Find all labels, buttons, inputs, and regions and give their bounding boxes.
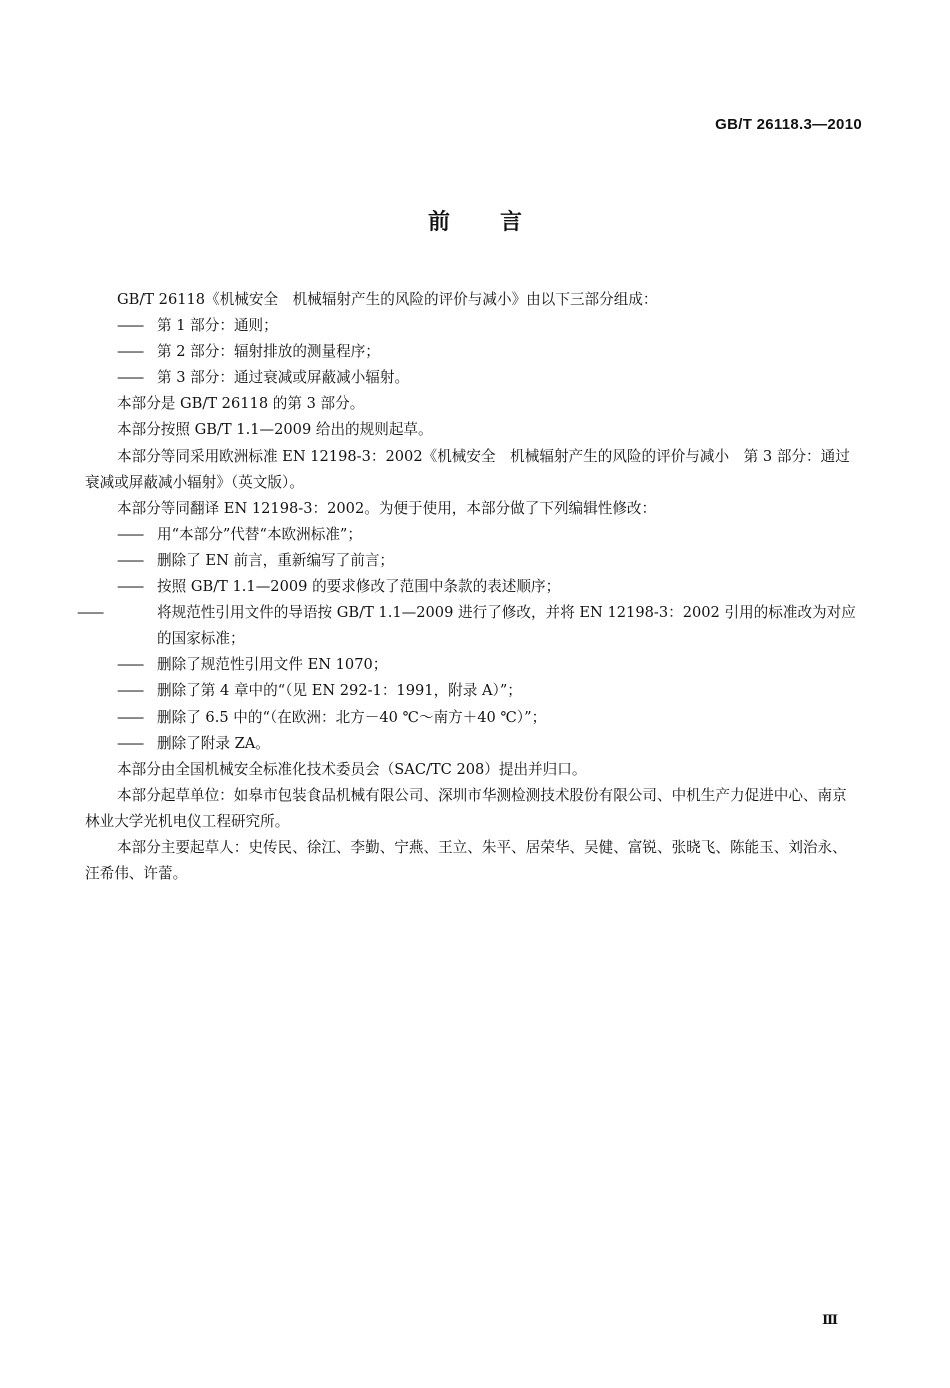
standard-number: GB/T 26118.3—2010 [715, 116, 862, 133]
title-char-2: 言 [500, 210, 523, 235]
list-item [85, 548, 861, 574]
list-dash: —— [117, 551, 143, 569]
list-dash: —— [117, 578, 143, 596]
list-dash: —— [117, 369, 143, 387]
list-item [85, 313, 861, 339]
list-item [85, 678, 861, 704]
list-item-text: 用“本部分”代替“本欧洲标准”； [157, 525, 362, 543]
paragraph: 本部分等同采用欧洲标准 EN 12198-3：2002《机械安全 机械辐射产生的风险的评价与减小 第 3 部分：通过衰减或屏蔽减小辐射》（英文版）。 [85, 447, 850, 491]
list-item [85, 574, 861, 600]
list-item-text: 删除了 6.5 中的“（在欧洲：北方－40 ℃～南方＋40 ℃）”； [157, 708, 547, 726]
list-item-text: 删除了第 4 章中的“（见 EN 292-1：1991，附录 A）”； [157, 682, 522, 700]
list-item [85, 365, 861, 391]
list-dash: —— [117, 656, 143, 674]
paragraph: 本部分按照 GB/T 1.1—2009 给出的规则起草。 [117, 421, 433, 439]
list-dash: —— [77, 604, 103, 622]
paragraph: 本部分由全国机械安全标准化技术委员会（SAC/TC 208）提出并归口。 [117, 760, 587, 778]
paragraph: 本部分等同翻译 EN 12198-3：2002。为便于使用，本部分做了下列编辑性修改： [117, 499, 657, 517]
paragraph: 本部分起草单位：如皋市包装食品机械有限公司、深圳市华测检测技术股份有限公司、中机生产力促进中心、南京林业大学光机电仪工程研究所。 [85, 786, 847, 830]
list-item-text: 将规范性引用文件的导语按 GB/T 1.1—2009 进行了修改，并将 EN 12198-3：2002 引用的标准改为对应的国家标准； [157, 604, 856, 648]
list-item-text: 第 1 部分：通则； [157, 317, 278, 335]
list-item [77, 600, 861, 652]
list-item [85, 705, 861, 731]
list-item [85, 522, 861, 548]
paragraph: GB/T 26118《机械安全 机械辐射产生的风险的评价与减小》由以下三部分组成： [117, 291, 658, 308]
list-item [85, 731, 861, 757]
list-dash: —— [117, 525, 143, 543]
list-item-text: 按照 GB/T 1.1—2009 的要求修改了范围中条款的表述顺序； [157, 578, 561, 596]
list-dash: —— [117, 343, 143, 361]
list-dash: —— [117, 734, 143, 752]
list-item [85, 652, 861, 678]
list-item-text: 第 2 部分：辐射排放的测量程序； [157, 343, 380, 361]
page-number: Ⅲ [822, 1313, 838, 1328]
paragraph: 本部分是 GB/T 26118 的第 3 部分。 [117, 395, 365, 413]
page-title [0, 205, 950, 236]
list-item-text: 删除了附录 ZA。 [157, 734, 270, 752]
paragraph: 本部分主要起草人：史传民、徐江、李勤、宁燕、王立、朱平、居荣华、吴健、富锐、张晓飞、陈能玉、刘治永、汪希伟、许蕾。 [85, 838, 847, 883]
foreword-body [77, 287, 861, 887]
title-char-1: 前 [427, 210, 450, 235]
list-dash: —— [117, 682, 143, 700]
list-item-text: 第 3 部分：通过衰减或屏蔽减小辐射。 [157, 369, 410, 387]
list-dash: —— [117, 317, 143, 335]
list-item-text: 删除了 EN 前言，重新编写了前言； [157, 551, 395, 569]
list-item [85, 339, 861, 365]
list-dash: —— [117, 708, 143, 726]
list-item-text: 删除了规范性引用文件 EN 1070； [157, 656, 388, 674]
